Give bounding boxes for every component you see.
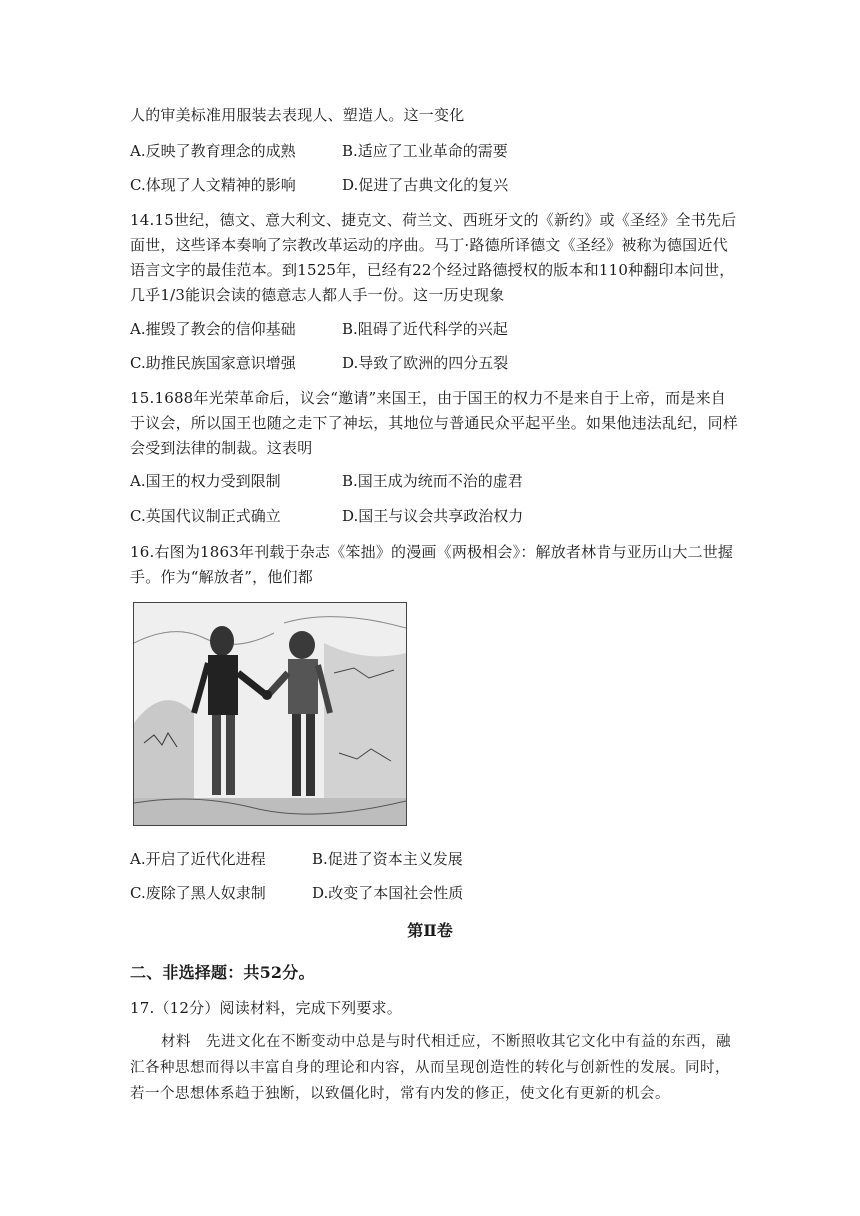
q16-option-c: C.废除了黑人奴隶制 <box>130 884 266 902</box>
q14-stem-line: 几乎1/3能识会读的德意志人都人手一份。这一历史现象 <box>130 286 505 304</box>
q17-material-line: 材料 先进文化在不断变动中总是与时代相迁应，不断照收其它文化中有益的东西，融 <box>161 1034 731 1050</box>
q15-option-c: C.英国代议制正式确立 <box>130 507 281 525</box>
q16-stem-line: 16.右图为1863年刊载于杂志《笨拙》的漫画《两极相会》：解放者林肯与亚历山大二世握 <box>130 543 734 561</box>
q15-option-d: D.国王与议会共享政治权力 <box>342 507 524 525</box>
q15-stem-line: 15.1688年光荣革命后，议会“邀请”来国王，由于国王的权力不是来自于上帝，而是来自 <box>130 389 726 407</box>
q17-material-line: 汇各种思想而得以丰富自身的理论和内容，从而呈现创造性的转化与创新性的发展。同时， <box>130 1060 730 1076</box>
q13-option-d: D.促进了古典文化的复兴 <box>342 176 509 194</box>
cartoon-drawing <box>134 603 406 825</box>
q17-stem: 17.（12分）阅读材料，完成下列要求。 <box>130 999 402 1017</box>
q15-option-b: B.国王成为统而不治的虚君 <box>342 472 523 490</box>
q14-option-c: C.助推民族国家意识增强 <box>130 354 296 372</box>
q14-option-d: D.导致了欧洲的四分五裂 <box>342 354 509 372</box>
cartoon-illustration <box>133 602 407 826</box>
q14-option-b: B.阻碍了近代科学的兴起 <box>342 320 508 338</box>
q14-option-a: A.摧毁了教会的信仰基础 <box>130 320 296 338</box>
q16-option-d: D.改变了本国社会性质 <box>312 884 464 902</box>
q13-option-c: C.体现了人文精神的影响 <box>130 176 296 194</box>
q15-stem-line: 会受到法律的制裁。这表明 <box>130 439 313 457</box>
q16-option-a: A.开启了近代化进程 <box>130 850 266 868</box>
q14-stem-line: 语言文字的最佳范本。到1525年，已经有22个经过路德授权的版本和110种翻印本问世， <box>130 261 735 279</box>
q15-stem-line: 于议会，所以国王也随之走下了神坛，其地位与普通民众平起平坐。如果他违法乱纪，同样 <box>130 414 739 432</box>
q14-stem-line: 面世，这些译本奏响了宗教改革运动的序曲。马丁·路德所译德文《圣经》被称为德国近代 <box>130 236 728 254</box>
q16-stem-line: 手。作为“解放者”，他们都 <box>130 568 313 586</box>
q17-material-line: 若一个思想体系趋于独断，以致僵化时，常有内发的修正，使文化有更新的机会。 <box>130 1086 670 1102</box>
q13-stem: 人的审美标准用服装去表现人、塑造人。这一变化 <box>130 106 465 124</box>
q14-stem-line: 14.15世纪，德文、意大利文、捷克文、荷兰文、西班牙文的《新约》或《圣经》全书先后 <box>130 211 737 229</box>
volume-title: 第Ⅱ卷 <box>407 921 453 940</box>
q15-option-a: A.国王的权力受到限制 <box>130 472 281 490</box>
section-title: 二、非选择题：共52分。 <box>130 963 315 982</box>
q13-option-b: B.适应了工业革命的需要 <box>342 142 508 160</box>
q13-option-a: A.反映了教育理念的成熟 <box>130 142 296 160</box>
q16-option-b: B.促进了资本主义发展 <box>312 850 463 868</box>
